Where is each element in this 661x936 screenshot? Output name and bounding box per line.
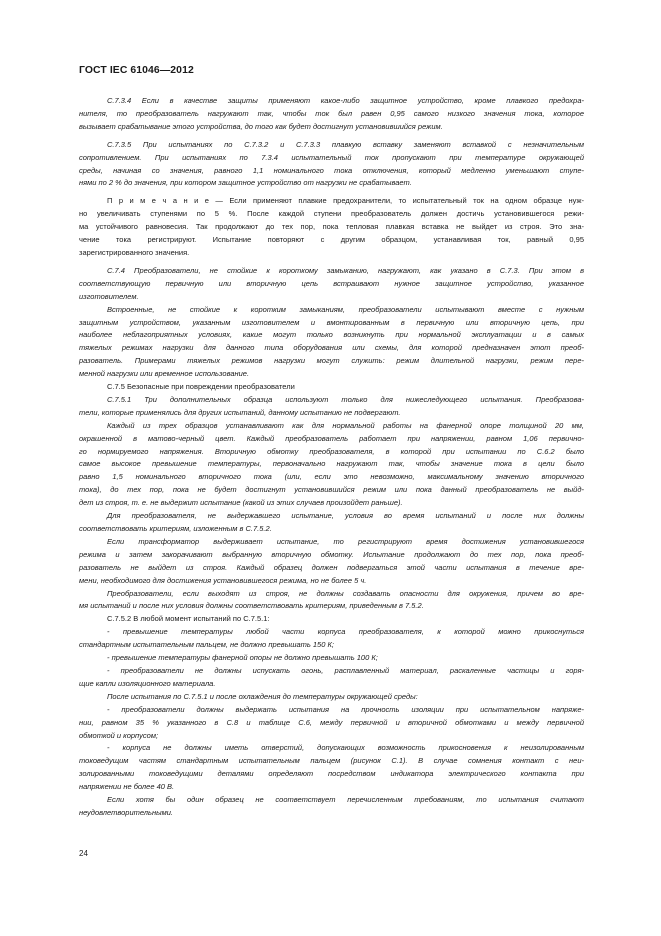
text-line: C.7.4 Преобразователи, не стойкие к короткому замыканию, нагружают, как указано в С.7.3. При этом в xyxy=(107,265,584,275)
text-line: C.7.3.5 При испытаниях по С.7.3.2 и С.7.3.3 плавкую вставку заменяют вставкой с незначительным xyxy=(107,139,584,149)
text-line: самое высокое превышение температуры, первоначально нагружают так, чтобы значение тока в цели было xyxy=(79,459,584,469)
page-header: ГОСТ IEC 61046—2012 xyxy=(79,65,194,76)
text-line: равно 1,5 номинального вторичного тока (или, если это невозможно, максимальному значению вторичного xyxy=(79,472,584,482)
text-line: разователь не выйдет из строя. Каждый образец должен подвергаться этой части испытания в течение вре- xyxy=(79,562,584,572)
text-line: C.7.3.4 Если в качестве защиты применяют какое-либо защитное устройство, кроме плавкого предохра- xyxy=(107,96,584,105)
paragraph xyxy=(79,588,584,614)
text-line: Для преобразователя, не выдержавшего испытание, условия во время испытаний и после них должны xyxy=(107,511,584,521)
text-line: Каждый из трех образцов устанавливают как для нормальной работы на фанерной опоре толщиной 20 мм, xyxy=(107,420,584,430)
paragraph xyxy=(79,510,584,536)
text-line: - превышение температуры фанерной опоры не должно превышать 100 К; xyxy=(107,653,378,663)
page-number: 24 xyxy=(79,849,88,858)
text-line: нии, равном 35 % указанного в С.8 и таблице С.6, между первичной и вторичной обмотками и между первичной xyxy=(79,717,584,727)
paragraph xyxy=(79,139,584,191)
text-line: напряжении не более 40 В. xyxy=(79,782,175,792)
paragraph xyxy=(79,665,584,691)
text-line: среды, начиная со значения, равного 1,1 номинального тока отключения, который медленно уменьшают ступе- xyxy=(79,165,584,175)
text-line: стандартным испытательным пальцем, не должно превышать 150 К; xyxy=(79,640,334,650)
text-line: C.7.5 Безопасные при повреждении преобразователи xyxy=(107,382,295,392)
text-line: вызывает срабатывание этого устройства, до того как будет достигнут установившийся режим. xyxy=(79,121,443,131)
paragraph xyxy=(79,381,584,394)
text-line: После испытания по С.7.5.1 и после охлаждения до температуры окружающей среды: xyxy=(107,691,418,701)
text-line: тока), до тех пор, пока не будет достигнут установившийся режим или пока данный преобразователь не выйд- xyxy=(79,485,584,495)
paragraph xyxy=(79,626,584,652)
text-line: C.7.5.2 В любой момент испытаний по С.7.5.1: xyxy=(107,614,270,624)
text-line: щие капли изоляционного материала. xyxy=(79,678,216,688)
text-line: тяжелых режимах нагрузки для данного типа оборудования или схемы, для которой предназначен этот преоб- xyxy=(79,343,584,353)
text-line: - корпуса не должны иметь отверстий, допускающих возможность прикосновения к неизолированным xyxy=(107,743,584,753)
text-line: токоведущим частям стандартным испытательным пальцем (рисунок С.1). В случае сомнения контакт с неи- xyxy=(79,756,584,766)
text-line: Преобразователи, если выходят из строя, не должны создавать опасности для окружения, причем во вре- xyxy=(107,588,584,598)
text-line: разователь. Примерами тяжелых режимов нагрузки могут служить: режим длительной нагрузки, режим пере- xyxy=(79,356,584,366)
paragraph xyxy=(79,536,584,588)
paragraph xyxy=(79,95,584,134)
text-line: но увеличивать ступенями по 5 %. После каждой ступени преобразователь должен достичь установившегося режи- xyxy=(79,209,584,219)
text-line: окрашенной в матово-черный цвет. Каждый преобразователь работает при напряжении, равном 1,06 первично- xyxy=(79,433,584,443)
text-line: - превышение температуры любой части корпуса преобразователя, к которой можно прикоснуться xyxy=(107,627,584,637)
paragraph xyxy=(79,304,584,381)
text-line: зарегистрированного значения. xyxy=(79,247,190,257)
text-line: защитным устройством, указанным изготовителем и вмонтированным в первичную или вторичную цепь, при xyxy=(79,317,584,327)
paragraph xyxy=(79,794,584,820)
paragraph xyxy=(79,613,584,626)
text-line: мени, необходимого для достижения установившегося режима, но не более 5 ч. xyxy=(79,575,367,585)
document-body xyxy=(79,95,584,820)
text-line: мя испытаний и после них условия должны соответствовать критериям, приведенным в 7.5.2. xyxy=(79,601,424,611)
text-line: менной нагрузки или временное использование. xyxy=(79,369,250,379)
text-line: C.7.5.1 Три дополнительных образца используют только для нижеследующего испытания. Преобразова- xyxy=(107,394,584,404)
text-line: соответствующую первичную или вторичную цепь встраивают нужное защитное устройство, указанное xyxy=(79,278,584,288)
paragraph xyxy=(79,394,584,420)
text-line: тели, которые применялись для других испытаний, данному испытанию не подвергают. xyxy=(79,407,401,417)
text-line: ма устойчивого равновесия. Так продолжают до тех пор, пока тепловая плавкая вставка не выйдет из строя. Это зна- xyxy=(79,222,584,232)
paragraph xyxy=(79,652,584,665)
paragraph xyxy=(79,742,584,794)
text-line: Встроенные, не стойкие к коротким замыканиям, преобразователи испытывают вместе с нужным xyxy=(107,304,584,314)
text-line: нями по 2 % до значения, при котором защитное устройство от нагрузки не срабатывает. xyxy=(79,178,412,188)
text-line: сопротивлением. При испытаниях по 7.3.4 испытательный ток пропускают при температуре окружающей xyxy=(79,152,584,162)
paragraph xyxy=(79,420,584,510)
text-line: соответствовать критериям, изложенным в С.7.5.2. xyxy=(79,524,272,533)
text-line: режима и затем закорачивают выбранную вторичную обмотку. Испытание продолжают до тех пор, пока преоб- xyxy=(79,549,584,559)
paragraph xyxy=(79,265,584,304)
text-line: Если трансформатор выдерживает испытание, то регистрируют время достижения установившегося xyxy=(107,536,584,546)
text-line: нителя, то преобразователь нагружают так, чтобы ток был равен 0,95 самого низкого значения тока, которое xyxy=(79,108,584,118)
text-line: дет из строя, т. е. не выдержит испытание (какой из этих случаев произойдет раньше). xyxy=(79,498,403,508)
text-line: - преобразователи должны выдержать испытания на прочность изоляции при испытательном напряже- xyxy=(107,704,584,714)
text-line: обмоткой и корпусом; xyxy=(79,730,159,740)
paragraph xyxy=(79,195,584,260)
text-line: Если хотя бы один образец не соответствует перечисленным требованиям, то испытания считают xyxy=(107,795,584,805)
text-line: П р и м е ч а н и е — Если применяют плавкие предохранители, то испытательный ток на одном образце нуж- xyxy=(107,196,584,206)
text-line: чение тока регистрируют. Испытание повторяют с другим образцом, устанавливая ток, равный 0,95 xyxy=(79,235,584,245)
text-line: наиболее неблагоприятных условиях, какие могут только возникнуть при нормальной эксплуатации и в самых xyxy=(79,330,584,340)
text-line: - преобразователи не должны испускать огонь, расплавленный материал, раскаленные частицы и горя- xyxy=(107,665,584,675)
paragraph xyxy=(79,691,584,704)
text-line: го нормируемого напряжения. Вторичную обмотку преобразователя, в которой при испытании по С.6.2 было xyxy=(79,446,584,456)
text-line: неудовлетворительными. xyxy=(79,807,173,817)
paragraph xyxy=(79,704,584,743)
text-line: изготовителем. xyxy=(79,291,139,301)
text-line: золированными токоведущими деталями определяют посредством индикатора электрического контакта при xyxy=(79,769,584,779)
